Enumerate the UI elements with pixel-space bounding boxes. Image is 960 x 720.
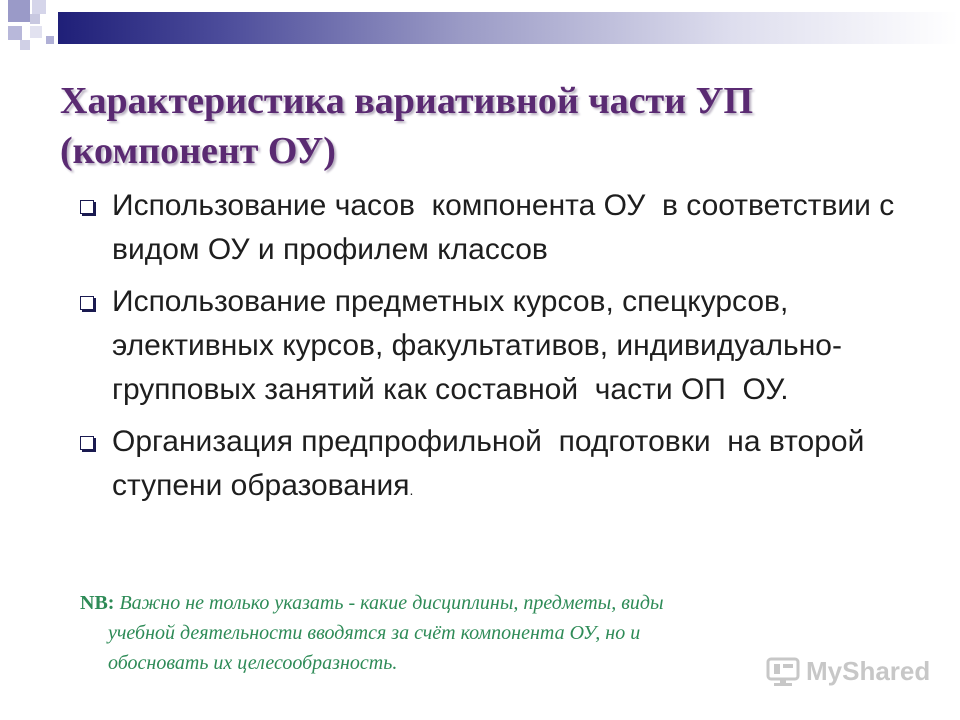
header-gradient-bar (58, 12, 958, 44)
bullet-text: Использование предметных курсов, спецкурсов, элективных курсов, факультативов, индивидуально-групповых занятий как составной части ОП ОУ. (112, 285, 842, 406)
bullet-suffix: . (409, 482, 414, 498)
decor-square (30, 14, 40, 24)
decor-square (32, 0, 46, 14)
note-line (80, 588, 860, 618)
hollow-square-bullet-icon (80, 296, 94, 310)
hollow-square-bullet-icon (80, 436, 94, 450)
note-text: учебной деятельности вводятся за счёт компонента ОУ, но и (108, 622, 641, 644)
decor-square (46, 36, 54, 44)
bullet-list (76, 184, 936, 520)
bullet-text: Использование часов компонента ОУ в соответствии с видом ОУ и профилем классов (112, 189, 911, 266)
bullet-item (76, 420, 936, 512)
slide-title: Характеристика вариативной части УП (компонент ОУ) (60, 80, 754, 172)
nb-note (80, 588, 860, 678)
watermark-text: MyShared (806, 656, 931, 686)
hollow-square-bullet-icon (80, 200, 94, 214)
decor-square (8, 0, 30, 22)
screen-logo-icon (766, 657, 800, 687)
decor-square (30, 26, 42, 38)
bullet-item (76, 184, 936, 272)
decor-square (8, 26, 22, 40)
bullet-text: Организация предпрофильной подготовки на второй ступени образования (112, 425, 873, 502)
bullet-item (76, 280, 936, 412)
note-text: обосновать их целесообразность. (108, 652, 398, 674)
note-label: NB: (80, 592, 115, 614)
decor-square (20, 40, 30, 50)
watermark (766, 656, 930, 687)
note-text: Важно не только указать - какие дисциплины, предметы, виды (119, 592, 664, 614)
